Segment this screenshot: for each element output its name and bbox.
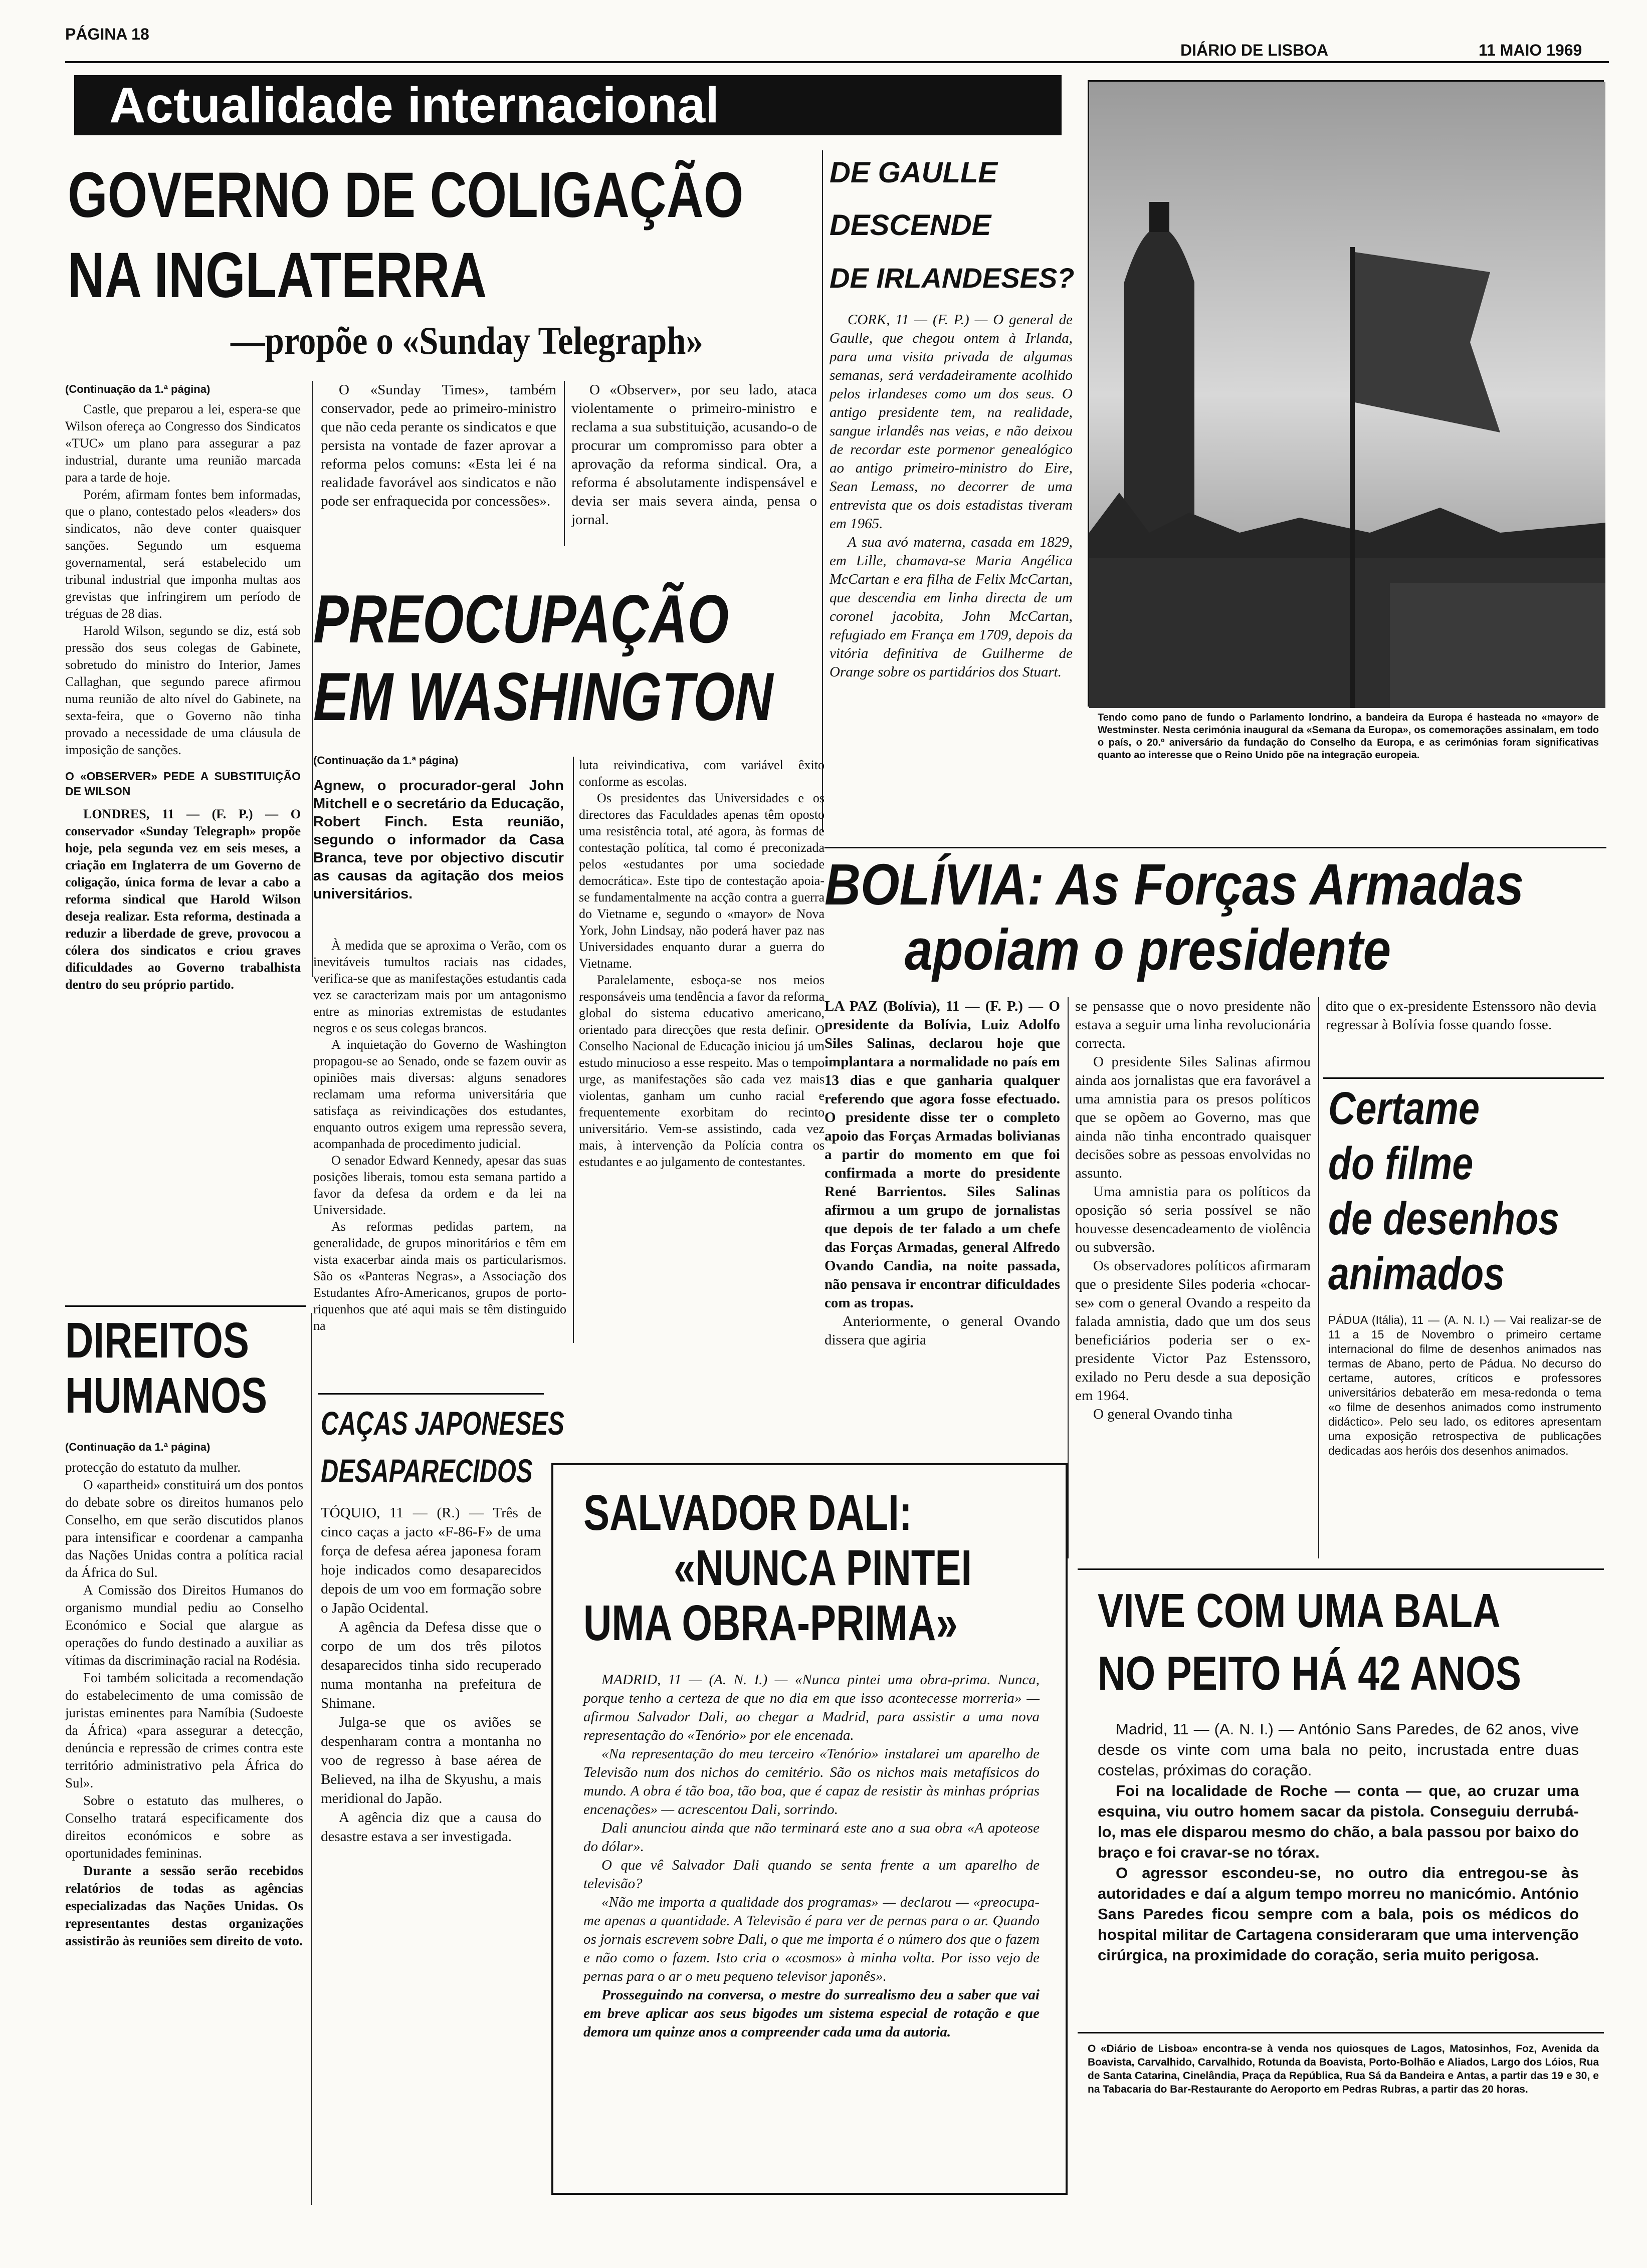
- direitos-headline-2: HUMANOS: [65, 1368, 267, 1424]
- cacas-body: TÓQUIO, 11 — (R.) — Três de cinco caças a jacto «F-86-F» de uma força de defesa aérea japonesa foram hoje indicados como desaparecidos depois de um voo em formação sobre o Japão Ocidental. A agência da Defesa disse que o corpo de um dos três pilotos desaparecidos tinha sido recuperado numa montanha na prefeitura de Shimane. Julga-se que os aviões se despenharam contra a montanha no voo de regresso à base aérea de Believed, na ilha de Skyushu, a mais meridional do Japão. A agência diz que a causa do desastre estava a ser investigada.: [321, 1505, 541, 1845]
- coalition-column-1: (Continuação da 1.ª página) Castle, que preparou a lei, espera-se que Wilson ofereça ao Congresso dos Sindicatos «TUC» um plano para assegurar a paz industrial, durante uma reunião marcada para a tarde de hoje. Porém, afirmam fontes bem informadas, que o plano, contestado pelos «leaders» dos sindicatos, não deve conter quaisquer sanções. Segundo um esquema governamental, será estabelecido um tribunal industrial que imponha multas aos grevistas que infringirem um período de tréguas de 28 dias. Harold Wilson, segundo se diz, está sob pressão dos seus colegas de Gabinete, sobretudo do ministro do Interior, James Callaghan, que segundo parece afirmou numa reunião de alto nível do Gabinete, na sexta-feira, que o Governo não tinha provado a necessidade de uma cláusula de imposição de sanções. O «OBSERVER» PEDE A SUBSTITUIÇÃO DE WILSON LONDRES, 11 — (F. P.) — O conservador «Sunday Telegraph» propõe hoje, pela segunda vez em seis meses, a criação em Inglaterra de um Governo de coligação, única forma de levar a cabo a reforma sindical que Harold Wilson deseja realizar. Esta reforma, destinada a reduzir a liberdade de greve, provocou a cólera dos sindicatos e criou graves dificuldades ao Governo trabalhista dentro do seu próprio partido.: [65, 383, 301, 992]
- direitos-article: [65, 1313, 311, 2215]
- certame-headline-1: Certame: [1328, 1083, 1480, 1134]
- cacas-headline-1: CAÇAS JAPONESES: [321, 1405, 564, 1442]
- de-gaulle-body: CORK, 11 — (F. P.) — O general de Gaulle, que chegou ontem à Irlanda, para uma visita privada de algumas semanas, será verdadeiramente acolhido pelos irlandeses como um dos seus. O antigo presidente tem, na realidade, sangue irlandês nas veias, e não deixou de recordar este pormenor genealógico ao antigo primeiro-ministro do Eire, Sean Lemass, no decorrer de uma entrevista que os dois estadistas tiveram em 1965. A sua avó materna, casada em 1829, em Lille, chamava-se Maria Angélica McCartan e era filha de Felix McCartan, que descendia em linha directa de um coronel jacobita, John McCartan, refugiado em França em 1709, depois da vitória definitiva de Guilherme de Orange sobre os partidários dos Stuart.: [830, 312, 1073, 680]
- bolivia-headline-2: apoiam o presidente: [905, 917, 1391, 982]
- coalition-column-2: O «Sunday Times», também conservador, pede ao primeiro-ministro que não ceda perante os sindicatos e que persista na vontade de fazer aprovar a reforma pelos comuns: «Esta lei é na realidade favorável aos sindicatos e não pode ser enfraquecida por concessões».: [321, 382, 556, 509]
- dali-headline-2: «NUNCA PINTEI: [674, 1540, 972, 1596]
- dali-body: MADRID, 11 — (A. N. I.) — «Nunca pintei uma obra-prima. Nunca, porque tenho a certeza de que no dia em que isso acontecesse morreria» — afirmou Salvador Dali, ao chegar a Madrid, para assistir a uma nova representação do «Tenório» por ele encenada. «Na representação do meu terceiro «Tenório» instalarei um aparelho de Televisão num dos nichos do cemitério. São os nichos mais metafísicos do mundo. A obra é tão boa, tão boa, que é capaz de resistir às minhas próprias encenações» — acrescentou Dali, sorrindo. Dali anunciou ainda que não terminará este ano a sua obra «A apoteose do dólar». O que vê Salvador Dali quando se senta frente a um aparelho de televisão? «Não me importa a qualidade dos programas» — declarou — «preocupa-me apenas a quantidade. A Televisão é para ver de pernas para o ar. Quando os jornais escrevem sobre Dali, o que me importa é o número dos que o fazem e não como o fazem. Isto cria o «cosmos» à minha volta. Por isso vejo de pernas para o ar o meu pequeno televisor japonês». Prosseguindo na conversa, o mestre do surrealismo deu a saber que vai em breve aplicar aos seus bigodes um sistema especial de rotação e que demora um quinze anos a compreender cada uma da autoria.: [583, 1672, 1040, 2040]
- coalition-headline-2: NA INGLATERRA: [68, 240, 487, 311]
- bolivia-headline-1: BOLÍVIA: As Forças Armadas: [825, 852, 1524, 917]
- coalition-headline-1: GOVERNO DE COLIGAÇÃO: [68, 159, 744, 231]
- cacas-headline-2: DESAPARECIDOS: [321, 1452, 533, 1489]
- washington-headline-2: EM WASHINGTON: [313, 658, 773, 735]
- bala-article: [1078, 1583, 1604, 2024]
- page-number: PÁGINA 18: [65, 25, 149, 43]
- bala-headline-1: VIVE COM UMA BALA: [1098, 1584, 1501, 1638]
- bolivia-column-1: LA PAZ (Bolívia), 11 — (F. P.) — O presidente da Bolívia, Luiz Adolfo Siles Salinas, declarou hoje que implantara a normalidade no país em 13 dias e que ganharia qualquer referendo que agora fosse efectuado. O presidente disse ter o completo apoio das Forças Armadas bolivianas a partir do momento em que foi confirmada a morte do presidente René Barrientos. Siles Salinas afirmou a um grupo de jornalistas que depois de ter falado a um chefe das Forças Armadas, general Alfredo Ovando Candia, na noite passada, não pensava ir encontrar dificuldades com as tropas. Anteriormente, o general Ovando dissera que agiria: [825, 998, 1060, 1348]
- newspaper-name: DIÁRIO DE LISBOA: [1180, 41, 1329, 59]
- parliament-photo: [1088, 80, 1604, 707]
- washington-column-1: À medida que se aproxima o Verão, com os inevitáveis tumultos raciais nas cidades, verifica-se que as manifestações estudantis cada vez se caracterizam mais por um antagonismo entre as minorias extremistas de estudantes negros e os seus colegas brancos. A inquietação do Governo de Washington propagou-se ao Senado, onde se fazem ouvir as opiniões mais diversas: alguns senadores reclamam uma reforma universitária que satisfaça as reivindicações dos estudantes, enquanto outros exigem uma repressão severa, acompanhada de procedimento judicial. O senador Edward Kennedy, apesar das suas posições liberais, tomou esta semana partido a favor da defesa da ordem e da lei na Universidade. As reformas pedidas partem, na generalidade, de grupos minoritários e têm em vista exacerbar ainda mais os particularismos. São os «Panteras Negras», a Associação dos Estudantes Afro-Americanos, grupos de porto-riquenhos que até aqui mais se têm distinguido na: [313, 938, 566, 1333]
- de-gaulle-headline-3: DE IRLANDESES?: [830, 262, 1075, 294]
- washington-continuation: (Continuação da 1.ª página): [313, 754, 459, 767]
- section-banner: Actualidade internacional: [74, 75, 1062, 135]
- dali-headline-1: SALVADOR DALI:: [583, 1485, 912, 1541]
- certame-headline-2: do filme: [1328, 1138, 1474, 1189]
- distribution-notice: O «Diário de Lisboa» encontra-se à venda nos quiosques de Lagos, Matosinhos, Foz, Avenida da Boavista, Carvalhido, Carvalhido, Rotunda da Boavista, Porto-Bolhão e Aliados, Largo dos Lóios, Rua de Santa Catarina, Cinelândia, Praça da República, Rua Sá da Bandeira e Antas, a partir das 19 e 30, e na Tabacaria do Bar-Restaurante do Aeroporto em Pedras Rubras, a partir das 20 horas.: [1088, 2043, 1599, 2095]
- photo-caption: Tendo como pano de fundo o Parlamento londrino, a bandeira da Europa é hasteada no «mayor» de Westminster. Nesta cerimónia inaugural da «Semana da Europa», os comemorações assinalam, em todo o país, o 20.º aniversário da fundação do Conselho da Europa, e as cerimónias foram significativas quanto ao interesse que o Reino Unido põe na integração europeia.: [1098, 712, 1599, 761]
- de-gaulle-headline-2: DESCENDE: [830, 209, 991, 242]
- bolivia-column-2: se pensasse que o novo presidente não estava a seguir uma linha revolucionária correcta. O presidente Siles Salinas afirmou ainda aos jornalistas que era favorável a uma amnistia para os presos políticos que se opõem ao Governo, mas que ainda não tinha encontrado quaisquer decisões sobre as pessoas envolvidas no assunto. Uma amnistia para os políticos da oposição só seria possível se não houvesse desencadeamento de violência ou subversão. Os observadores políticos afirmaram que o presidente Siles poderia «chocar-se» com o general Ovando a respeito da falada amnistia, dado que um dos seus beneficiários poderia ser o ex-presidente Victor Paz Estenssoro, exilado no Peru desde a sua deposição em 1964. O general Ovando tinha: [1075, 998, 1311, 1422]
- coalition-subhead: —propõe o «Sunday Telegraph»: [231, 319, 703, 362]
- bala-body: Madrid, 11 — (A. N. I.) — António Sans Paredes, de 62 anos, vive desde os vinte com uma bala no peito, incrustada entre duas costelas, próximas do coração. Foi na localidade de Roche — conta — que, ao cruzar uma esquina, viu outro homem sacar da pistola. Conseguiu derrubá-lo, mas ele disparou mesmo do chão, a bala passou por baixo do braço e foi cravar-se no tórax. O agressor escondeu-se, no outro dia entregou-se às autoridades e daí a algum tempo morreu no manicómio. António Sans Paredes ficou sempre com a bala, pois os médicos do hospital militar de Cartagena consideraram que uma intervenção cirúrgica, na proximidade do coração, seria muito perigosa.: [1098, 1720, 1579, 1964]
- certame-headline-4: animados: [1328, 1248, 1505, 1299]
- issue-date: 11 MAIO 1969: [1479, 41, 1582, 59]
- direitos-body: (Continuação da 1.ª página) protecção do estatuto da mulher. O «apartheid» constituirá um dos pontos do debate sobre os direitos humanos pelo Conselho, em que serão discutidos planos para intensificar e coordenar a campanha das Nações Unidas contra a política racial da África do Sul. A Comissão dos Direitos Humanos do organismo mundial pediu ao Conselho Económico e Social que alargue as operações do fundo destinado a auxiliar as vítimas da discriminação racial na Rodésia. Foi também solicitada a recomendação do estabelecimento de uma comissão de juristas eminentes para Namíbia (Sudoeste da África) «para assegurar a detecção, denúncia e repressão de crimes contra este território administrativo pela África do Sul». Sobre o estatuto das mulheres, o Conselho tratará especificamente dos direitos económicos e sobre as oportunidades femininas. Durante a sessão serão recebidos relatórios de todas as agências especializadas das Nações Unidas. Os representantes destas organizações assistirão às reuniões sem direito de voto.: [65, 1441, 303, 1948]
- bala-headline-2: NO PEITO HÁ 42 ANOS: [1098, 1647, 1521, 1700]
- certame-headline-3: de desenhos: [1328, 1193, 1560, 1244]
- washington-column-2: luta reivindicativa, com variável êxito conforme as escolas. Os presidentes das Universidades e os directores das Faculdades apenas têm oposto uma resistência total, até agora, às formas de contestação política, tal como é preconizada pelos «estudantes por uma sociedade democrática». Este tipo de contestação apoia-se fundamentalmente na acção contra a guerra do Vietname e, segundo o «mayor» de Nova York, John Lindsay, não poderá haver paz nas Universidades enquanto durar a guerra do Vietname. Paralelamente, esboça-se nos meios responsáveis uma tendência a favor da reforma global do sistema educativo americano, orientado para direcções que resta definir. O Conselho Nacional de Educação iniciou já um estudo minucioso a esse respeito. Mas o tempo urge, as manifestações são cada vez mais violentas, ganham um cunho racial e frequentemente exorbitam do recinto universitário. Vem-se assistindo, cada vez mais, à intervenção da Polícia contra os estudantes e ao julgamento de contestantes.: [579, 758, 825, 1169]
- certame-body: PÁDUA (Itália), 11 — (A. N. I.) — Vai realizar-se de 11 a 15 de Novembro o primeiro certame internacional do filme de desenhos animados nas termas de Abano, perto de Pádua. No decurso do certame, autores, críticos e professores universitários debaterão em mesa-redonda o tema «o filme de desenhos animados como instrumento didáctico». Pelo seu lado, os editores apresentam uma exposição retrospectiva de publicações dedicadas aos heróis dos desenhos animados.: [1328, 1313, 1601, 1457]
- bolivia-column-3: dito que o ex-presidente Estenssoro não devia regressar à Bolívia fosse quando fosse.: [1326, 998, 1596, 1033]
- de-gaulle-article: [830, 155, 1080, 837]
- de-gaulle-headline-1: DE GAULLE: [830, 156, 998, 189]
- cacas-article: [321, 1403, 564, 2205]
- washington-article: [313, 581, 825, 1353]
- observer-subhead: O «OBSERVER» PEDE A SUBSTITUIÇÃO DE WILSON: [65, 770, 301, 798]
- washington-headline-1: PREOCUPAÇÃO: [313, 581, 729, 657]
- coalition-column-3: O «Observer», por seu lado, ataca violentamente o primeiro-ministro e reclama a sua substituição, acusando-o de procurar um compromisso para obter a aprovação da reforma sindical. Ora, a reforma é absolutamente indispensável e devia ser mais severa ainda, pensa o jornal.: [571, 382, 817, 528]
- certame-article: [1328, 1082, 1604, 1563]
- direitos-headline-1: DIREITOS: [65, 1312, 249, 1369]
- parliament-silhouette-icon: [1089, 82, 1605, 708]
- dali-article: [551, 1463, 1068, 2195]
- dali-headline-3: UMA OBRA-PRIMA»: [583, 1595, 958, 1651]
- washington-lead: Agnew, o procurador-geral John Mitchell e o secretário da Educação, Robert Finch. Esta reunião, segundo o informador da Casa Branca, teve por objectivo discutir as causas da agitação dos meios universitários.: [313, 778, 564, 902]
